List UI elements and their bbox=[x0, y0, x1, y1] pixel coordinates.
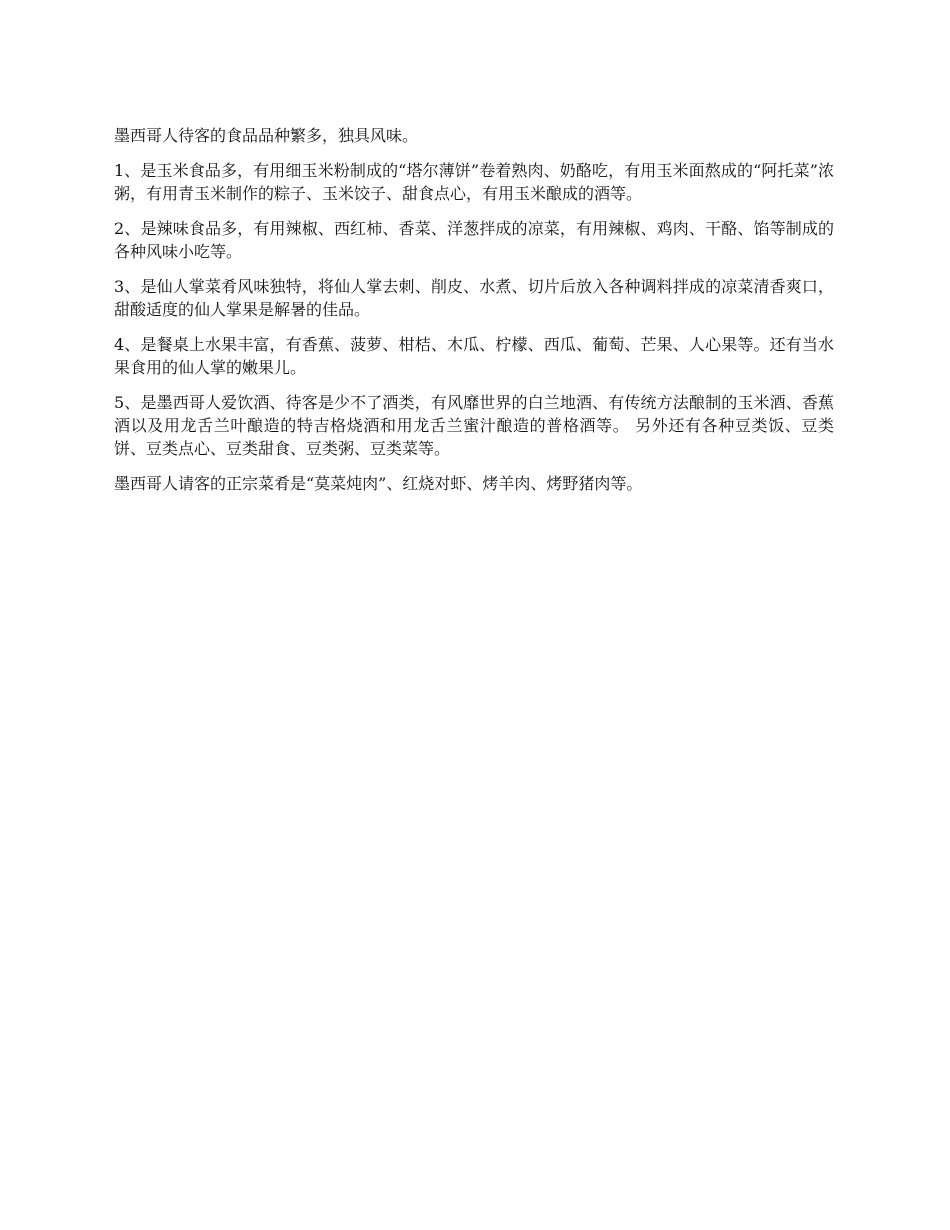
closing-paragraph: 墨西哥人请客的正宗菜肴是“莫菜炖肉”、红烧对虾、烤羊肉、烤野猪肉等。 bbox=[114, 474, 643, 493]
document-body bbox=[114, 124, 834, 507]
paragraph-cactus-dishes: 3、是仙人掌菜肴风味独特，将仙人掌去刺、削皮、水煮、切片后放入各种调料拌成的凉菜清香爽口，甜酸适度的仙人掌果是解暑的佳品。 bbox=[114, 277, 834, 319]
paragraph-drinks-beans: 5、是墨西哥人爱饮酒、待客是少不了酒类，有风靡世界的白兰地酒、有传统方法酿制的玉米酒、香蕉酒以及用龙舌兰叶酿造的特吉格烧酒和用龙舌兰蜜汁酿造的普格酒等。 另外还有各种豆类饭、豆类饼、豆类点心、豆类甜食、豆类粥、豆类菜等。 bbox=[114, 393, 834, 458]
paragraph-corn-foods: 1、是玉米食品多，有用细玉米粉制成的“塔尔薄饼”卷着熟肉、奶酪吃，有用玉米面熬成的“阿托菜”浓粥，有用青玉米制作的粽子、玉米饺子、甜食点心，有用玉米酿成的酒等。 bbox=[114, 161, 834, 203]
paragraph-fruits: 4、是餐桌上水果丰富，有香蕉、菠萝、柑桔、木瓜、柠檬、西瓜、葡萄、芒果、人心果等。还有当水果食用的仙人掌的嫩果儿。 bbox=[114, 335, 834, 377]
intro-paragraph: 墨西哥人待客的食品品种繁多，独具风味。 bbox=[114, 126, 419, 145]
paragraph-spicy-foods: 2、是辣味食品多，有用辣椒、西红柿、香菜、洋葱拌成的凉菜，有用辣椒、鸡肉、干酪、馅等制成的各种风味小吃等。 bbox=[114, 219, 834, 261]
